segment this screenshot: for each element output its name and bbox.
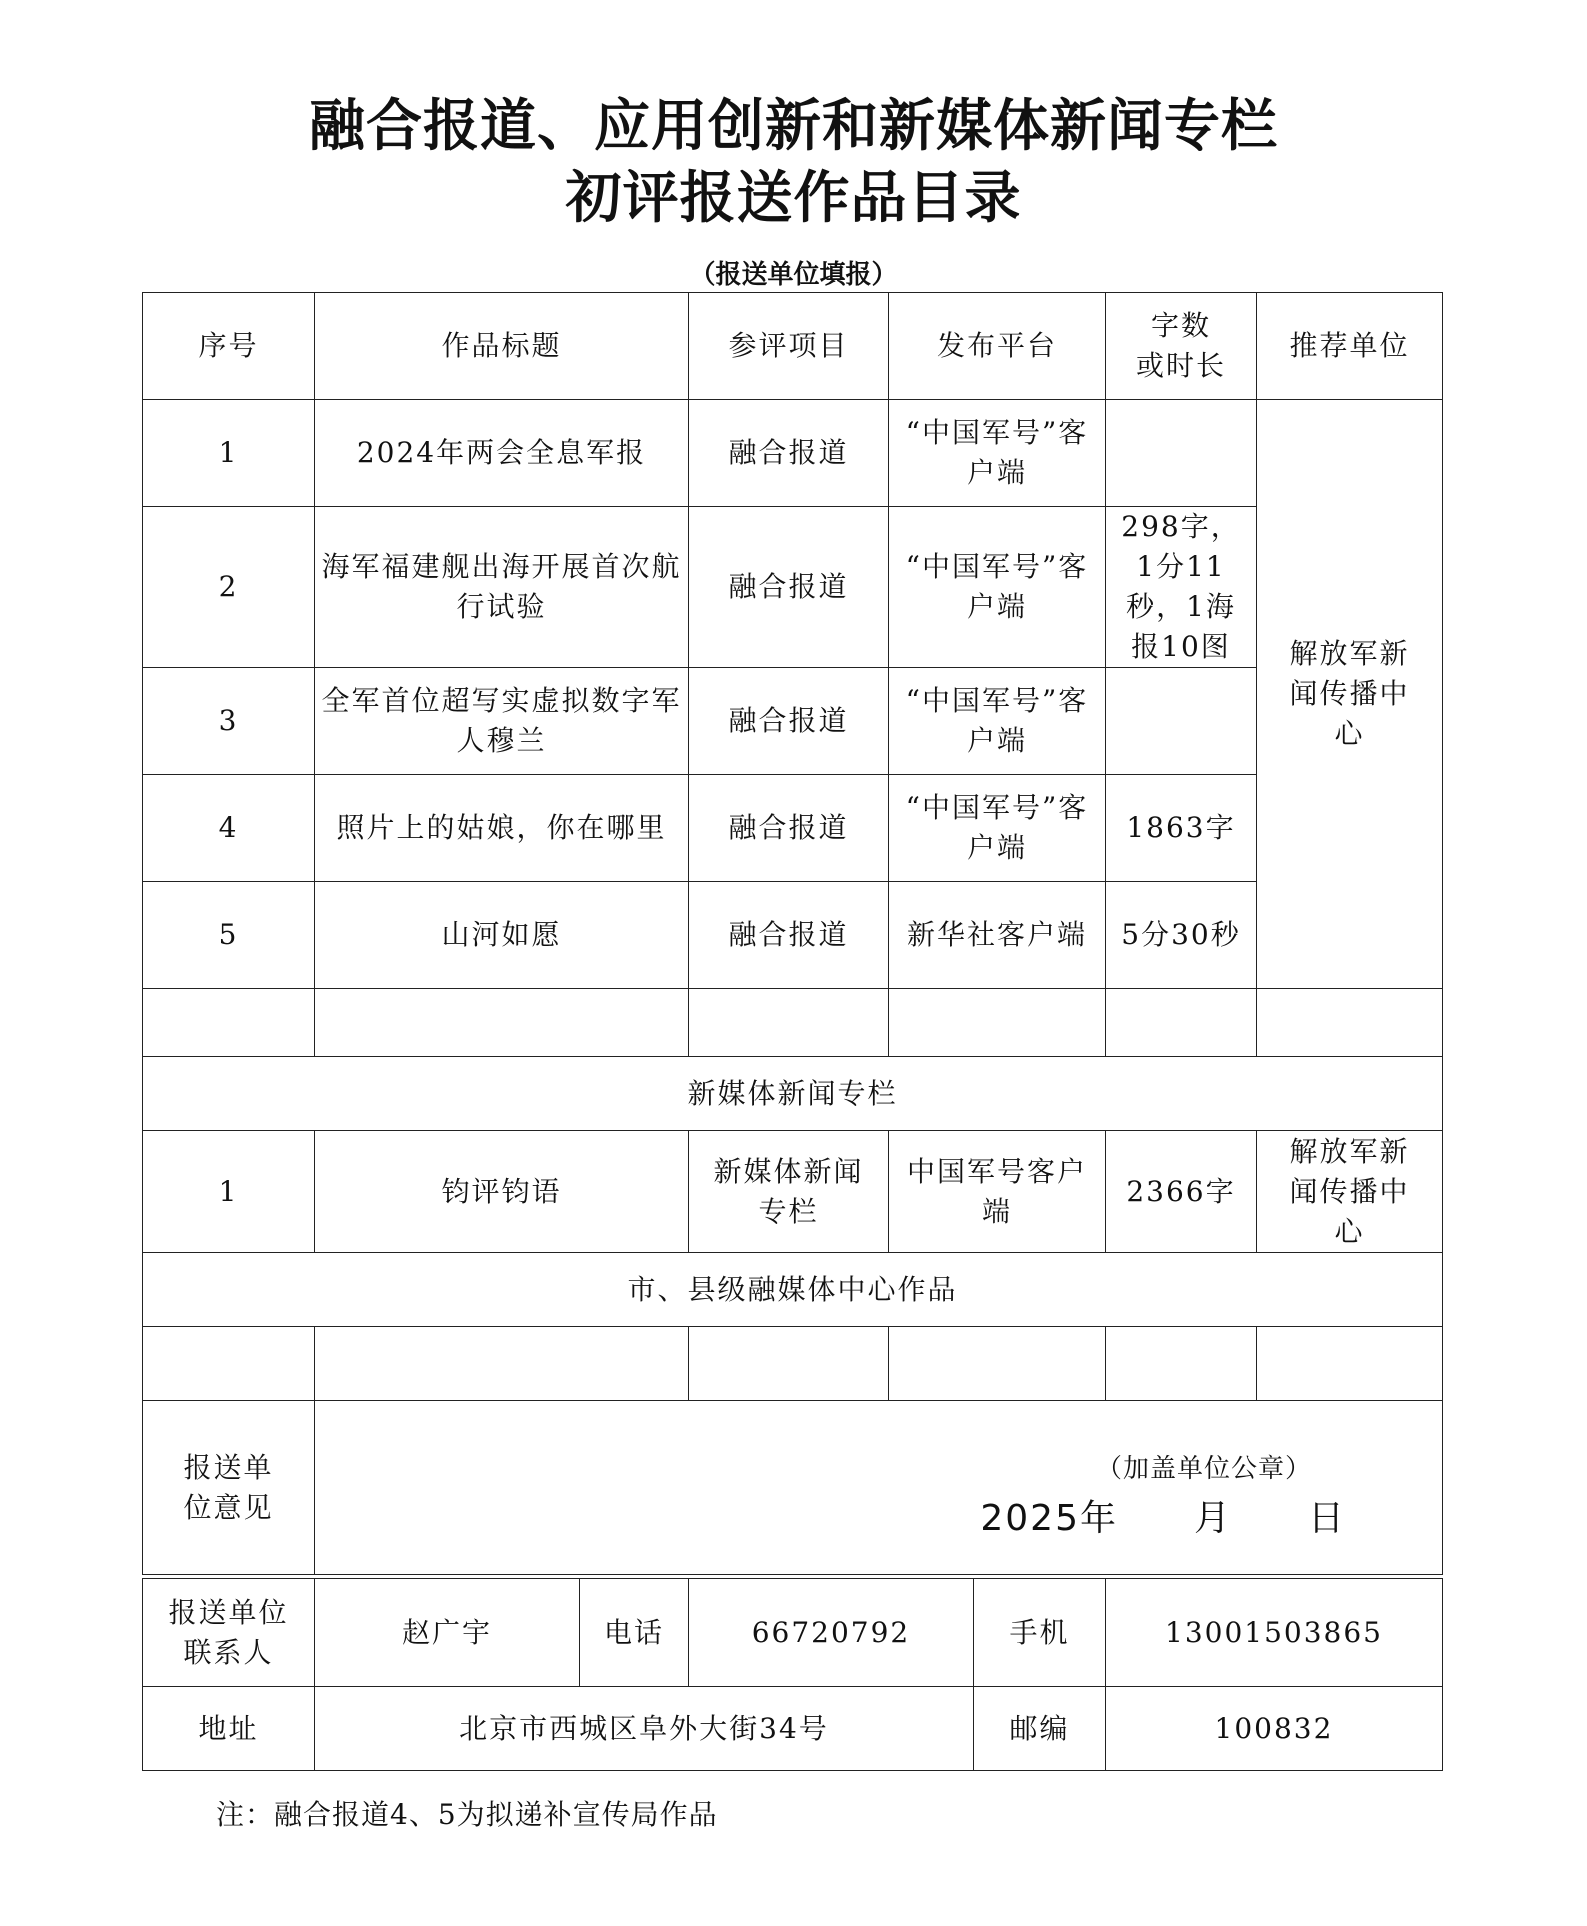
header-length bbox=[1106, 293, 1257, 400]
empty-cell bbox=[889, 989, 1106, 1057]
header-length-line2: 或时长 bbox=[1135, 349, 1226, 382]
empty-cell bbox=[315, 1327, 689, 1401]
row-title: 山河如愿 bbox=[315, 882, 689, 989]
header-seq: 序号 bbox=[143, 293, 315, 400]
table-row bbox=[143, 400, 1443, 507]
opinion-area bbox=[315, 1401, 1443, 1575]
empty-cell bbox=[1106, 1327, 1257, 1401]
opinion-label: 报送单位意见 bbox=[143, 1401, 315, 1575]
row-title: 2024年两会全息军报 bbox=[315, 400, 689, 507]
section-new-media-label: 新媒体新闻专栏 bbox=[143, 1057, 1443, 1131]
row-recommender: 解放军新闻传播中心 bbox=[1257, 1131, 1443, 1253]
empty-cell bbox=[143, 1327, 315, 1401]
header-work-title: 作品标题 bbox=[315, 293, 689, 400]
row-seq: 3 bbox=[143, 668, 315, 775]
mobile-value: 13001503865 bbox=[1106, 1579, 1443, 1687]
header-length-line1: 字数 bbox=[1150, 309, 1211, 342]
address-label: 地址 bbox=[143, 1687, 315, 1771]
empty-cell bbox=[315, 989, 689, 1057]
address-value: 北京市西城区阜外大街34号 bbox=[315, 1687, 974, 1771]
empty-cell bbox=[143, 989, 315, 1057]
row-seq: 1 bbox=[143, 400, 315, 507]
contact-row bbox=[143, 1579, 1443, 1687]
document-title-line2: 初评报送作品目录 bbox=[565, 165, 1022, 231]
phone-value: 66720792 bbox=[689, 1579, 974, 1687]
row-length: 1863字 bbox=[1106, 775, 1257, 882]
phone-label: 电话 bbox=[580, 1579, 689, 1687]
table-row bbox=[143, 882, 1443, 989]
section-header-row bbox=[143, 1253, 1443, 1327]
group-recommender: 解放军新闻传播中心 bbox=[1257, 400, 1443, 989]
row-platform: “中国军号”客户端 bbox=[889, 775, 1106, 882]
row-length: 5分30秒 bbox=[1106, 882, 1257, 989]
row-title: 海军福建舰出海开展首次航行试验 bbox=[315, 507, 689, 668]
section-header-row bbox=[143, 1057, 1443, 1131]
row-title: 钧评钧语 bbox=[315, 1131, 689, 1253]
empty-cell bbox=[889, 1327, 1106, 1401]
row-platform: “中国军号”客户端 bbox=[889, 507, 1106, 668]
row-seq: 5 bbox=[143, 882, 315, 989]
row-title: 照片上的姑娘，你在哪里 bbox=[315, 775, 689, 882]
empty-cell bbox=[1257, 989, 1443, 1057]
zip-label: 邮编 bbox=[974, 1687, 1106, 1771]
row-category: 融合报道 bbox=[689, 668, 889, 775]
table-row bbox=[143, 1131, 1443, 1253]
empty-cell bbox=[689, 989, 889, 1057]
row-seq: 2 bbox=[143, 507, 315, 668]
row-category: 融合报道 bbox=[689, 882, 889, 989]
header-row bbox=[143, 293, 1443, 400]
row-category: 新媒体新闻专栏 bbox=[689, 1131, 889, 1253]
contact-name: 赵广宇 bbox=[315, 1579, 580, 1687]
table-row bbox=[143, 507, 1443, 668]
contact-label: 报送单位联系人 bbox=[143, 1579, 315, 1687]
mobile-label: 手机 bbox=[974, 1579, 1106, 1687]
row-platform: 新华社客户端 bbox=[889, 882, 1106, 989]
section-county-label: 市、县级融媒体中心作品 bbox=[143, 1253, 1443, 1327]
empty-cell bbox=[1106, 989, 1257, 1057]
row-seq: 1 bbox=[143, 1131, 315, 1253]
row-platform: “中国军号”客户端 bbox=[889, 668, 1106, 775]
row-platform: “中国军号”客户端 bbox=[889, 400, 1106, 507]
row-title: 全军首位超写实虚拟数字军人穆兰 bbox=[315, 668, 689, 775]
empty-cell bbox=[689, 1327, 889, 1401]
row-length bbox=[1106, 400, 1257, 507]
row-length: 2366字 bbox=[1106, 1131, 1257, 1253]
empty-cell bbox=[1257, 1327, 1443, 1401]
row-seq: 4 bbox=[143, 775, 315, 882]
empty-row bbox=[143, 1327, 1443, 1401]
row-category: 融合报道 bbox=[689, 507, 889, 668]
opinion-row bbox=[143, 1401, 1443, 1575]
document-subtitle: （报送单位填报） bbox=[689, 260, 898, 290]
document-title-line1: 融合报道、应用创新和新媒体新闻专栏 bbox=[309, 93, 1278, 159]
seal-note: （加盖单位公章） bbox=[1095, 1454, 1312, 1484]
row-length: 298字，1分11秒，1海报10图 bbox=[1106, 507, 1257, 668]
empty-row bbox=[143, 989, 1443, 1057]
address-row bbox=[143, 1687, 1443, 1771]
row-category: 融合报道 bbox=[689, 775, 889, 882]
table-row bbox=[143, 775, 1443, 882]
row-category: 融合报道 bbox=[689, 400, 889, 507]
opinion-date: 2025年 月 日 bbox=[980, 1498, 1346, 1539]
row-length bbox=[1106, 668, 1257, 775]
footnote: 注：融合报道4、5为拟递补宣传局作品 bbox=[216, 1798, 718, 1831]
contact-table bbox=[142, 1578, 1443, 1771]
table-row bbox=[143, 668, 1443, 775]
submission-table bbox=[142, 292, 1443, 1575]
row-platform: 中国军号客户端 bbox=[889, 1131, 1106, 1253]
header-category: 参评项目 bbox=[689, 293, 889, 400]
zip-value: 100832 bbox=[1106, 1687, 1443, 1771]
header-platform: 发布平台 bbox=[889, 293, 1106, 400]
header-recommender: 推荐单位 bbox=[1257, 293, 1443, 400]
